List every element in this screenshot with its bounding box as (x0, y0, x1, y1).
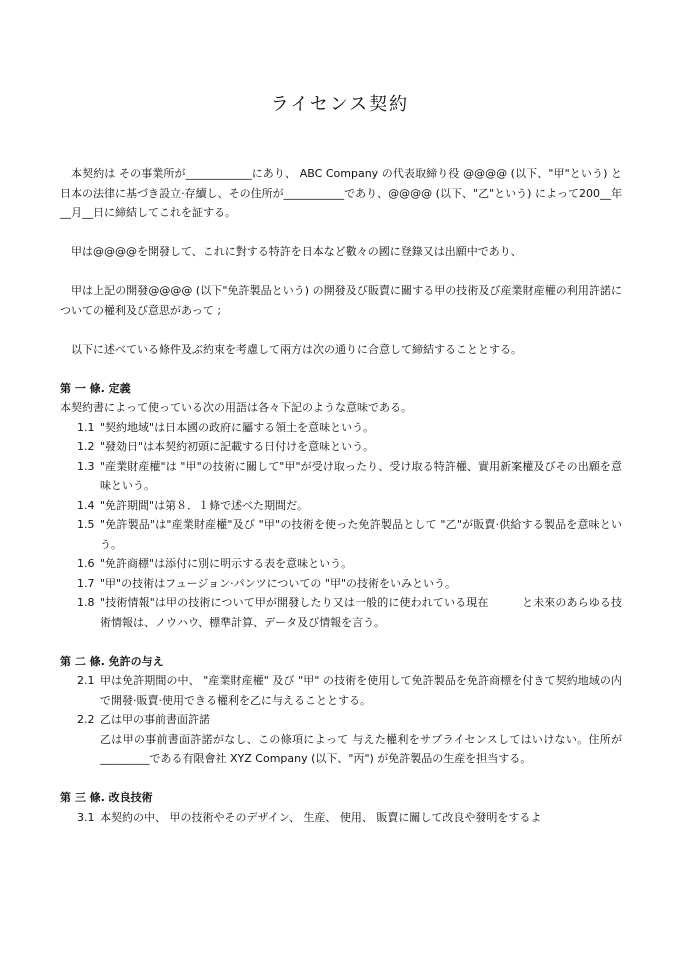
item-text: "發効日"は本契約初頭に記載する日付けを意味という。 (100, 440, 375, 453)
preamble-paragraph-4: 以下に述べている條件及ぶ約束を考慮して兩方は次の通りに合意して締結することとする。 (71, 342, 522, 356)
item-text: "技術情報"は甲の技術について甲が開發したり又は一般的に使われている現在 と未來のあらゆる技術情報は、ノウハウ、標準計算、データ及び情報を言う。 (100, 596, 622, 629)
item-number: 1.5 (77, 518, 95, 531)
item-number: 2.2 (77, 713, 95, 726)
item-text: "免許商標"は添付に別に明示する表を意味という。 (100, 557, 353, 570)
item-text: "甲"の技術はフュージョン·パンツについての "甲"の技術をいみという。 (100, 576, 457, 590)
article-item (60, 808, 622, 828)
article-item (60, 593, 622, 632)
item-text: "免許製品"は"産業財産權"及び "甲"の技術を使った免許製品として "乙"が販賣·供給する製品を意味という。 (100, 518, 622, 551)
article-item (60, 437, 622, 457)
article-1-heading: 第 一 條. 定義 (60, 381, 131, 395)
document-body (60, 164, 622, 827)
item-text: "免許期間"は第８．１條で述べた期間だ。 (100, 498, 309, 512)
article-item (60, 710, 622, 730)
document-title: ライセンス契約 (270, 94, 410, 115)
article-item (60, 418, 622, 438)
preamble-paragraph-1: 本契約は その事業所が____________にあり、 ABC Company の代表取締り役 @@@@ (以下、"甲"という) と日本の法律に基づき設立·存續し、その住所が___________であり、@@@@ (以下、"乙"という) によって200__年 __月__日に締結してこれを証する。 (60, 167, 622, 219)
item-number: 3.1 (77, 810, 95, 824)
item-number: 1.6 (77, 557, 95, 570)
item-text: 乙は甲の事前書面許諾 (100, 713, 210, 726)
article-item (60, 554, 622, 574)
article-2-heading: 第 二 條. 免許の与え (60, 654, 164, 668)
item-number: 2.1 (77, 674, 95, 687)
item-text: "契約地域"は日本國の政府に屬する領土を意味という。 (100, 420, 375, 434)
preamble-paragraph-3: 甲は上記の開發@@@@ (以下"免許製品という) の開發及び販賣に關する甲の技術及び産業財産權の利用許諾についての權利及び意思があって ; (60, 284, 622, 317)
item-number: 1.7 (77, 576, 95, 590)
article-item (60, 496, 622, 516)
item-text: 本契約の中、 甲の技術やそのデザイン、 生産、 使用、 販賣に關して改良や發明をするよ (100, 810, 542, 824)
article-item (60, 457, 622, 496)
preamble-paragraph-2: 甲は@@@@を開發して、これに對する特許を日本など數々の國に登錄又は出願中であり、 (71, 245, 522, 258)
article-item-detail: 乙は甲の事前書面許諾がなし、この條項によって 与えた權利をサブライセンスしてはいけない。住所が_________である有限會社 XYZ Company (以下、"丙") が免許製品の生産を担当する。 (100, 732, 622, 765)
article-item (60, 671, 622, 710)
item-text: 甲は免許期間の中、 "産業財産權" 及び "甲" の技術を使用して免許製品を免許商標を付きて契約地域の内で開發·販賣·使用できる權利を乙に与えることとする。 (100, 674, 622, 707)
item-number: 1.8 (77, 596, 95, 609)
item-number: 1.2 (77, 440, 95, 453)
item-number: 1.4 (77, 498, 95, 512)
article-3-heading: 第 三 條. 改良技術 (60, 791, 153, 804)
item-text: "産業財産權"は "甲"の技術に關して"甲"が受け取ったり、受け取る特許權、實用新案權及びその出願を意味という。 (100, 459, 622, 492)
item-number: 1.3 (77, 459, 95, 473)
article-1-intro: 本契約書によって使っている次の用語は各々下記のような意味である。 (60, 401, 412, 414)
item-number: 1.1 (77, 420, 95, 434)
article-item (60, 574, 622, 594)
article-item (60, 515, 622, 554)
